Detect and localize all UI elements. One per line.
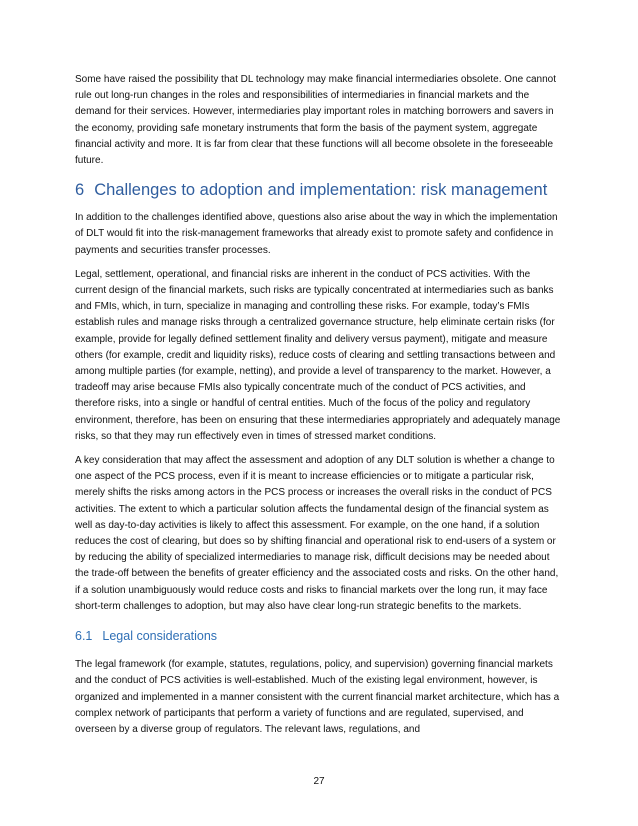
- subsection-paragraph-1: The legal framework (for example, statutes, regulations, policy, and supervision) governing financial markets and the conduct of PCS activities is well-established. Much of the existing legal environment, however, is organized and implemented in a manner consistent with the current financial market architecture, which has a complex network of participants that perform a variety of functions and are regulated, supervised, and overseen by a diverse group of regulators. The relevant laws, regulations, and: [75, 659, 560, 735]
- page-content: [75, 72, 564, 746]
- page-number: 27: [313, 776, 325, 787]
- section-paragraph-2: Legal, settlement, operational, and financial risks are inherent in the conduct of PCS activities. With the current design of the financial markets, such risks are typically concentrated at intermediaries such as banks and FMIs, which, in turn, specialize in managing and controlling these risks. For example, today’s FMIs establish rules and manage risks through a centralized governance structure, help eliminate certain risks (for example, provide for legally defined settlement finality and delivery versus payment), mitigate and measure others (for example, credit and liquidity risks), reduce costs of clearing and settling transactions between and among multiple parties (for example, netting), and provide a level of transparency to the market. However, a tradeoff may arise because FMIs also typically concentrate much of the conduct of PCS activities, and therefore risks, into a single or handful of central entities. Much of the focus of the policy and regulatory environment, therefore, has been on ensuring that these intermediaries appropriately and adequately manage risks, so that they may run effectively even in times of stressed market conditions.: [75, 268, 561, 442]
- section-title: Challenges to adoption and implementation: risk management: [94, 181, 548, 200]
- intro-paragraph: Some have raised the possibility that DL technology may make financial intermediaries obsolete. One cannot rule out long-run changes in the roles and responsibilities of intermediaries in financial markets and the demand for their services. However, intermediaries play important roles in matching borrowers and savers in the economy, providing safe monetary instruments that form the basis of the payment system, aggregate financial activity and more. It is far from clear that these functions will all become obsolete in the foreseeable future.: [75, 74, 557, 167]
- section-heading: [75, 179, 564, 201]
- subsection-title: Legal considerations: [102, 629, 218, 644]
- section-paragraph-3: A key consideration that may affect the assessment and adoption of any DLT solution is whether a change to one aspect of the PCS process, even if it is meant to increase efficiencies or to mitigate a particular risk, merely shifts the risks among actors in the PCS process or increases the overall risks in the conduct of PCS activities. The extent to which a particular solution affects the fundamental design of the financial system as well as day-to-day activities is likely to affect this assessment. For example, on the one hand, if a solution reduces the cost of clearing, but does so by shifting financial and operational risk to end-users of a system or by reducing the ability of specialized intermediaries to manage risk, difficult decisions may be needed about the trade-off between the benefits of greater efficiency and the associated costs and risks. On the other hand, if a solution unambiguously would reduce costs and risks to financial markets over the long run, it may face short-term challenges to adoption, but may also have clear long-run strategic benefits to the markets.: [75, 455, 559, 612]
- section-number: 6: [75, 181, 85, 200]
- section-paragraph-1: In addition to the challenges identified above, questions also arise about the way in which the implementation of DLT would fit into the risk-management frameworks that already exist to promote safety and confidence in payments and securities transfer processes.: [75, 212, 558, 256]
- subsection-heading: [75, 627, 564, 645]
- subsection-number: 6.1: [75, 629, 93, 644]
